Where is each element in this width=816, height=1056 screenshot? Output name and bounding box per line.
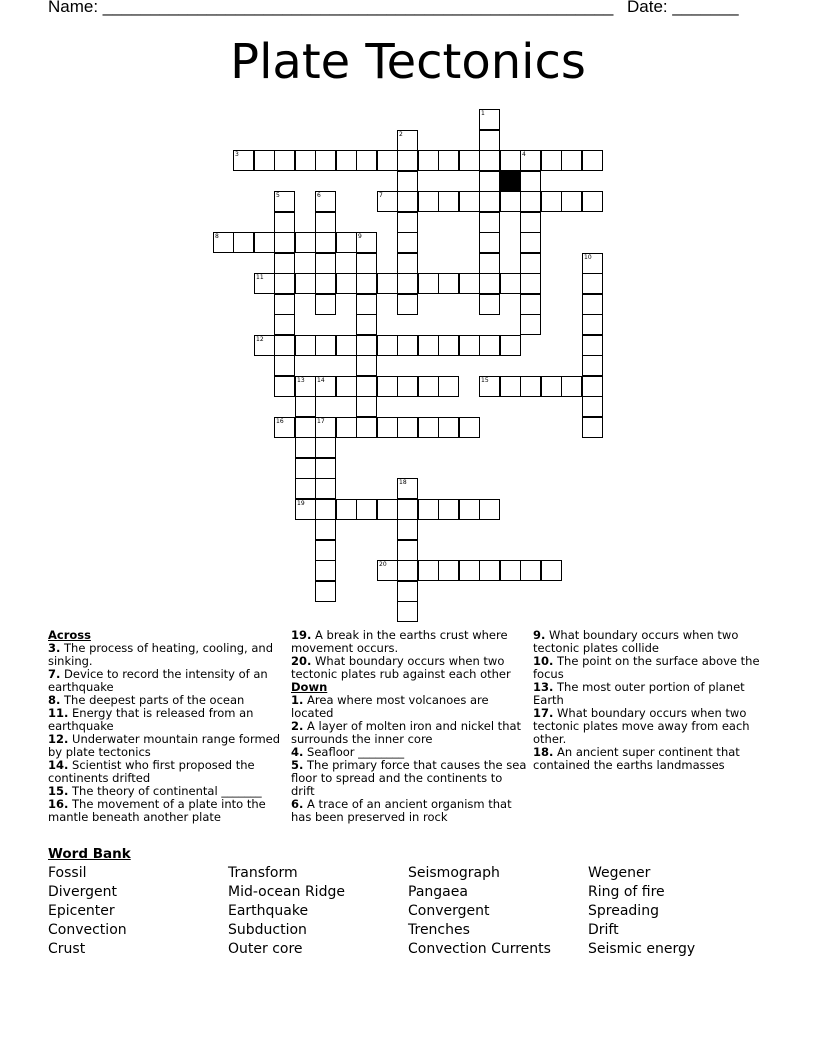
grid-cell[interactable] — [356, 150, 377, 171]
grid-cell[interactable] — [356, 273, 377, 294]
grid-cell[interactable] — [315, 212, 336, 233]
grid-cell[interactable] — [582, 191, 603, 212]
clues-column-1 — [48, 629, 286, 824]
grid-cell[interactable] — [582, 150, 603, 171]
grid-cell[interactable] — [500, 191, 521, 212]
clue-down-1: 1. Area where most volcanoes are located — [291, 693, 489, 720]
word-bank-item: Seismic energy — [588, 941, 696, 957]
grid-cell[interactable] — [479, 232, 500, 253]
grid-cell[interactable] — [397, 212, 418, 233]
grid-cell[interactable] — [500, 560, 521, 581]
clue-number: 14 — [317, 377, 325, 384]
word-bank-item: Crust — [48, 941, 86, 957]
word-bank-item: Epicenter — [48, 903, 115, 919]
grid-cell[interactable] — [377, 376, 398, 397]
grid-cell[interactable] — [397, 150, 418, 171]
word-bank-item: Convergent — [408, 903, 490, 919]
grid-cell[interactable] — [459, 417, 480, 438]
grid-cell[interactable] — [274, 273, 295, 294]
clue-number: 8 — [215, 233, 219, 240]
grid-cell[interactable] — [479, 335, 500, 356]
clue-across-3: 3. The process of heating, cooling, and sinking. — [48, 641, 273, 668]
grid-cell[interactable] — [315, 294, 336, 315]
grid-cell[interactable] — [315, 581, 336, 602]
grid-cell[interactable] — [520, 191, 541, 212]
grid-cell[interactable] — [520, 171, 541, 192]
grid-cell[interactable] — [582, 335, 603, 356]
grid-cell[interactable] — [315, 560, 336, 581]
grid-cell[interactable] — [500, 150, 521, 171]
grid-cell[interactable] — [213, 232, 234, 253]
grid-cell[interactable] — [582, 273, 603, 294]
grid-cell[interactable] — [397, 499, 418, 520]
grid-cell[interactable] — [336, 376, 357, 397]
grid-cell[interactable] — [356, 417, 377, 438]
across-heading: Across — [48, 628, 91, 642]
clue-down-17: 17. What boundary occurs when two tectonic plates move away from each other. — [533, 706, 750, 746]
grid-cell[interactable] — [561, 150, 582, 171]
grid-cell[interactable] — [295, 150, 316, 171]
grid-cell[interactable] — [315, 540, 336, 561]
word-bank-item: Outer core — [228, 941, 303, 957]
grid-cell[interactable] — [336, 232, 357, 253]
clue-number: 19 — [297, 500, 305, 507]
grid-cell[interactable] — [541, 376, 562, 397]
word-bank-item: Convection Currents — [408, 941, 551, 957]
grid-cell[interactable] — [561, 191, 582, 212]
word-bank-heading: Word Bank — [48, 846, 131, 862]
grid-cell[interactable] — [541, 560, 562, 581]
grid-cell[interactable] — [438, 560, 459, 581]
word-bank-item: Earthquake — [228, 903, 309, 919]
clue-number: 16 — [276, 418, 284, 425]
clue-across-11: 11. Energy that is released from an earthquake — [48, 706, 254, 733]
grid-cell[interactable] — [479, 191, 500, 212]
word-bank-item: Seismograph — [408, 865, 500, 881]
clue-down-4: 4. Seafloor ________ — [291, 745, 405, 759]
grid-cell[interactable] — [377, 150, 398, 171]
clue-down-10: 10. The point on the surface above the focus — [533, 654, 760, 681]
grid-cell[interactable] — [397, 130, 418, 151]
grid-cell[interactable] — [315, 273, 336, 294]
grid-cell[interactable] — [397, 376, 418, 397]
grid-cell[interactable] — [295, 437, 316, 458]
grid-cell[interactable] — [459, 273, 480, 294]
grid-cell[interactable] — [295, 396, 316, 417]
clue-number: 2 — [399, 131, 403, 138]
grid-cell[interactable] — [295, 417, 316, 438]
page-title: Plate Tectonics — [230, 34, 586, 90]
grid-cell[interactable] — [274, 212, 295, 233]
word-bank-item: Convection — [48, 922, 127, 938]
name-field-label: Name: ______________________________________________________ — [48, 0, 614, 16]
clue-number: 1 — [481, 110, 485, 117]
word-bank-item: Transform — [228, 865, 298, 881]
clue-across-7: 7. Device to record the intensity of an earthquake — [48, 667, 268, 694]
grid-cell[interactable] — [274, 376, 295, 397]
grid-cell[interactable] — [254, 150, 275, 171]
word-bank — [48, 864, 768, 959]
word-bank-item: Wegener — [588, 865, 651, 881]
grid-cell[interactable] — [459, 499, 480, 520]
clue-down-18: 18. An ancient super continent that contained the earths landmasses — [533, 745, 740, 772]
grid-cell[interactable] — [274, 150, 295, 171]
clue-number: 15 — [481, 377, 489, 384]
clue-down-13: 13. The most outer portion of planet Earth — [533, 680, 745, 707]
grid-cell[interactable] — [356, 232, 377, 253]
grid-cell[interactable] — [438, 499, 459, 520]
grid-cell[interactable] — [336, 335, 357, 356]
grid-cell[interactable] — [295, 376, 316, 397]
clue-across-19: 19. A break in the earths crust where movement occurs. — [291, 628, 508, 655]
grid-cell[interactable] — [582, 396, 603, 417]
grid-cell[interactable] — [479, 150, 500, 171]
grid-cell[interactable] — [315, 191, 336, 212]
grid-cell[interactable] — [582, 376, 603, 397]
grid-cell[interactable] — [254, 335, 275, 356]
grid-cell[interactable] — [356, 253, 377, 274]
grid-cell[interactable] — [295, 232, 316, 253]
grid-cell[interactable] — [418, 417, 439, 438]
grid-cell[interactable] — [397, 581, 418, 602]
grid-cell[interactable] — [356, 376, 377, 397]
grid-cell[interactable] — [295, 458, 316, 479]
grid-cell[interactable] — [479, 171, 500, 192]
grid-cell[interactable] — [233, 150, 254, 171]
grid-cell[interactable] — [233, 232, 254, 253]
grid-cell[interactable] — [315, 519, 336, 540]
grid-cell[interactable] — [520, 314, 541, 335]
grid-cell[interactable] — [315, 478, 336, 499]
clue-across-8: 8. The deepest parts of the ocean — [48, 693, 245, 707]
grid-cell[interactable] — [582, 355, 603, 376]
grid-cell[interactable] — [336, 273, 357, 294]
grid-cell[interactable] — [500, 335, 521, 356]
grid-cell[interactable] — [459, 560, 480, 581]
grid-cell[interactable] — [541, 191, 562, 212]
grid-cell[interactable] — [520, 560, 541, 581]
grid-cell[interactable] — [520, 212, 541, 233]
grid-cell[interactable] — [582, 253, 603, 274]
grid-cell[interactable] — [274, 417, 295, 438]
grid-cell[interactable] — [479, 253, 500, 274]
grid-cell[interactable] — [418, 150, 439, 171]
grid-cell[interactable] — [418, 335, 439, 356]
grid-cell[interactable] — [397, 560, 418, 581]
clues-column-2 — [291, 629, 527, 824]
clue-number: 20 — [379, 561, 387, 568]
clue-across-15: 15. The theory of continental _______ — [48, 784, 262, 798]
grid-cell[interactable] — [274, 191, 295, 212]
clue-number: 5 — [276, 192, 280, 199]
grid-cell[interactable] — [315, 417, 336, 438]
grid-cell[interactable] — [315, 458, 336, 479]
clue-number: 7 — [379, 192, 383, 199]
clue-number: 13 — [297, 377, 305, 384]
grid-cell[interactable] — [274, 355, 295, 376]
grid-cell[interactable] — [459, 191, 480, 212]
grid-cell[interactable] — [479, 499, 500, 520]
grid-cell[interactable] — [520, 150, 541, 171]
grid-cell[interactable] — [397, 519, 418, 540]
grid-cell[interactable] — [315, 150, 336, 171]
grid-cell[interactable] — [295, 335, 316, 356]
grid-cell[interactable] — [274, 253, 295, 274]
grid-cell[interactable] — [377, 191, 398, 212]
grid-cell[interactable] — [479, 130, 500, 151]
clue-across-20: 20. What boundary occurs when two tectonic plates rub against each other — [291, 654, 511, 681]
word-bank-item: Mid-ocean Ridge — [228, 884, 345, 900]
grid-cell[interactable] — [377, 499, 398, 520]
grid-cell[interactable] — [438, 191, 459, 212]
clue-number: 3 — [235, 151, 239, 158]
grid-cell[interactable] — [541, 150, 562, 171]
grid-cell[interactable] — [397, 191, 418, 212]
grid-cell[interactable] — [520, 294, 541, 315]
clue-across-14: 14. Scientist who first proposed the continents drifted — [48, 758, 255, 785]
clue-number: 9 — [358, 233, 362, 240]
grid-cell[interactable] — [397, 601, 418, 622]
down-heading: Down — [291, 680, 328, 694]
grid-cell[interactable] — [582, 314, 603, 335]
grid-cell[interactable] — [418, 376, 439, 397]
grid-cell[interactable] — [479, 560, 500, 581]
grid-cell[interactable] — [438, 150, 459, 171]
clue-number: 11 — [256, 274, 264, 281]
grid-cell[interactable] — [397, 232, 418, 253]
grid-cell[interactable] — [336, 499, 357, 520]
grid-cell[interactable] — [438, 376, 459, 397]
grid-cell[interactable] — [315, 253, 336, 274]
grid-cell[interactable] — [520, 253, 541, 274]
grid-cell[interactable] — [336, 417, 357, 438]
grid-cell[interactable] — [582, 417, 603, 438]
grid-cell[interactable] — [520, 232, 541, 253]
grid-cell[interactable] — [274, 232, 295, 253]
grid-cell[interactable] — [397, 294, 418, 315]
grid-cell[interactable] — [397, 171, 418, 192]
word-bank-item: Trenches — [408, 922, 470, 938]
grid-cell[interactable] — [315, 335, 336, 356]
grid-cell[interactable] — [295, 478, 316, 499]
grid-cell[interactable] — [356, 294, 377, 315]
clues-column-3 — [533, 629, 769, 772]
grid-cell[interactable] — [500, 273, 521, 294]
grid-cell[interactable] — [520, 376, 541, 397]
word-bank-item: Divergent — [48, 884, 117, 900]
clue-across-12: 12. Underwater mountain range formed by plate tectonics — [48, 732, 281, 759]
grid-cell[interactable] — [397, 253, 418, 274]
grid-cell[interactable] — [295, 499, 316, 520]
clue-number: 10 — [584, 254, 592, 261]
grid-cell[interactable] — [377, 273, 398, 294]
grid-cell[interactable] — [356, 396, 377, 417]
word-bank-item: Ring of fire — [588, 884, 665, 900]
grid-cell[interactable] — [315, 376, 336, 397]
grid-cell[interactable] — [418, 273, 439, 294]
grid-cell[interactable] — [254, 232, 275, 253]
clue-across-16: 16. The movement of a plate into the mantle beneath another plate — [48, 797, 266, 824]
grid-cell[interactable] — [459, 150, 480, 171]
grid-cell[interactable] — [459, 335, 480, 356]
clue-down-2: 2. A layer of molten iron and nickel that surrounds the inner core — [291, 719, 522, 746]
grid-cell[interactable] — [336, 150, 357, 171]
grid-cell[interactable] — [479, 294, 500, 315]
grid-cell[interactable] — [397, 540, 418, 561]
clue-number: 12 — [256, 336, 264, 343]
blocked-cell — [500, 171, 521, 192]
grid-cell[interactable] — [418, 191, 439, 212]
grid-cell[interactable] — [438, 273, 459, 294]
grid-cell[interactable] — [274, 314, 295, 335]
grid-cell[interactable] — [397, 273, 418, 294]
grid-cell[interactable] — [356, 499, 377, 520]
grid-cell[interactable] — [479, 212, 500, 233]
grid-cell[interactable] — [479, 376, 500, 397]
grid-cell[interactable] — [377, 560, 398, 581]
grid-cell[interactable] — [397, 417, 418, 438]
clue-number: 18 — [399, 479, 407, 486]
clue-number: 6 — [317, 192, 321, 199]
grid-cell[interactable] — [274, 335, 295, 356]
grid-cell[interactable] — [397, 335, 418, 356]
grid-cell[interactable] — [418, 560, 439, 581]
clue-down-9: 9. What boundary occurs when two tectonic plates collide — [533, 628, 739, 655]
word-bank-item: Pangaea — [408, 884, 468, 900]
clue-down-6: 6. A trace of an ancient organism that has been preserved in rock — [291, 797, 512, 824]
grid-cell[interactable] — [295, 273, 316, 294]
grid-cell[interactable] — [377, 335, 398, 356]
grid-cell[interactable] — [254, 273, 275, 294]
grid-cell[interactable] — [315, 232, 336, 253]
clue-number: 4 — [522, 151, 526, 158]
grid-cell[interactable] — [418, 499, 439, 520]
grid-cell[interactable] — [500, 376, 521, 397]
grid-cell[interactable] — [438, 335, 459, 356]
clue-number: 17 — [317, 418, 325, 425]
word-bank-item: Spreading — [588, 903, 659, 919]
grid-cell[interactable] — [274, 294, 295, 315]
grid-cell[interactable] — [356, 335, 377, 356]
grid-cell[interactable] — [479, 273, 500, 294]
grid-cell[interactable] — [377, 417, 398, 438]
clue-down-5: 5. The primary force that causes the sea floor to spread and the continents to drift — [291, 758, 527, 798]
grid-cell[interactable] — [315, 437, 336, 458]
grid-cell[interactable] — [315, 499, 336, 520]
grid-cell[interactable] — [479, 109, 500, 130]
date-field-label: Date: _______ — [627, 0, 739, 16]
grid-cell[interactable] — [438, 417, 459, 438]
word-bank-item: Drift — [588, 922, 619, 938]
grid-cell[interactable] — [356, 314, 377, 335]
grid-cell[interactable] — [561, 376, 582, 397]
grid-cell[interactable] — [356, 355, 377, 376]
grid-cell[interactable] — [520, 273, 541, 294]
grid-cell[interactable] — [397, 478, 418, 499]
grid-cell[interactable] — [582, 294, 603, 315]
word-bank-item: Fossil — [48, 865, 87, 881]
word-bank-item: Subduction — [228, 922, 307, 938]
